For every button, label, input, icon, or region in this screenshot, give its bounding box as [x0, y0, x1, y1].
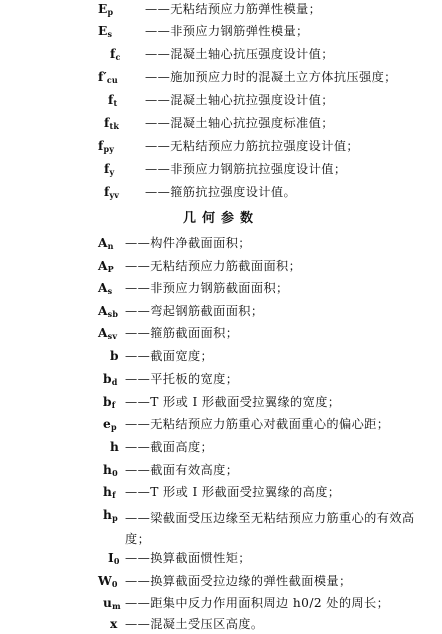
symbol: $h_0$ — [103, 463, 118, 478]
definition-text: ——无粘结预应力筋抗拉强度设计值； — [145, 139, 359, 153]
symbol: $A_{sb}$ — [98, 304, 119, 319]
definition-text: ——T 形或 I 形截面受拉翼缘的高度； — [125, 485, 341, 499]
symbol: $e_p$ — [103, 417, 117, 432]
symbol: $f_c$ — [110, 47, 121, 62]
definition-text: ——非预应力钢筋弹性模量； — [145, 24, 309, 38]
definition-text: ——混凝土轴心抗拉强度设计值； — [145, 93, 334, 107]
symbol: $A_n$ — [98, 236, 114, 251]
symbol: $h_f$ — [103, 485, 116, 500]
definition-text: ——平托板的宽度； — [125, 372, 239, 386]
definition-text: ——施加预应力时的混凝土立方体抗压强度； — [145, 70, 397, 84]
definition-text: ——截面有效高度； — [125, 463, 239, 477]
symbol: $f_t$ — [108, 93, 118, 108]
symbol: $h_p$ — [103, 508, 118, 523]
symbol: $f_{tk}$ — [104, 116, 120, 131]
symbol: $f_{py}$ — [98, 139, 115, 154]
definition-text: ——非预应力钢筋抗拉强度设计值； — [145, 162, 347, 176]
symbol: $A_{sv}$ — [98, 326, 118, 341]
definition-text: ——截面宽度； — [125, 349, 214, 363]
definition-text: ——箍筋抗拉强度设计值。 — [145, 185, 297, 199]
symbol: $E_s$ — [98, 24, 113, 39]
symbol: $A_P$ — [98, 259, 114, 274]
definition-text: ——距集中反力作用面积周边 h0/2 处的周长； — [125, 596, 390, 610]
symbol: $f_{yv}$ — [104, 185, 120, 200]
definition-text: ——无粘结预应力筋截面面积； — [125, 259, 302, 273]
definition-text: ——换算截面受拉边缘的弹性截面模量； — [125, 574, 352, 588]
definition-text: ——混凝土受压区高度。 — [125, 617, 264, 631]
definition-text: ——换算截面惯性矩； — [125, 551, 251, 565]
section-heading: 几何参数 — [182, 211, 259, 226]
symbol: x — [110, 617, 118, 631]
definition-text: ——构件净截面面积； — [125, 236, 251, 250]
symbol: $f_y$ — [104, 162, 115, 177]
definition-text: ——截面高度； — [125, 440, 214, 454]
definition-text: ——非预应力钢筋截面面积； — [125, 281, 289, 295]
definition-text: ——混凝土轴心抗拉强度标准值； — [145, 116, 334, 130]
symbol: $b_f$ — [103, 395, 116, 410]
definition-text: ——无粘结预应力筋重心对截面重心的偏心距； — [125, 417, 390, 431]
definition-text: ——无粘结预应力筋弹性模量； — [145, 2, 322, 16]
definition-text: ——弯起钢筋截面面积； — [125, 304, 264, 318]
definition-text: ——箍筋截面面积； — [125, 326, 239, 340]
symbol: h — [110, 440, 120, 454]
definition-text: ——混凝土轴心抗压强度设计值； — [145, 47, 334, 61]
symbol: $A_s$ — [98, 281, 113, 296]
definition-text: ——梁截面受压边缘至无粘结预应力筋重心的有效高度； — [125, 511, 415, 546]
symbol: $u_m$ — [103, 596, 121, 611]
symbol: $E_p$ — [98, 2, 114, 17]
definition-text: ——T 形或 I 形截面受拉翼缘的宽度； — [125, 395, 341, 409]
symbol: b — [110, 349, 119, 363]
symbol: $I_0$ — [108, 551, 120, 566]
symbol: $W_0$ — [98, 574, 118, 589]
symbol: $f'_{cu}$ — [98, 70, 118, 85]
symbol: $b_d$ — [103, 372, 118, 387]
